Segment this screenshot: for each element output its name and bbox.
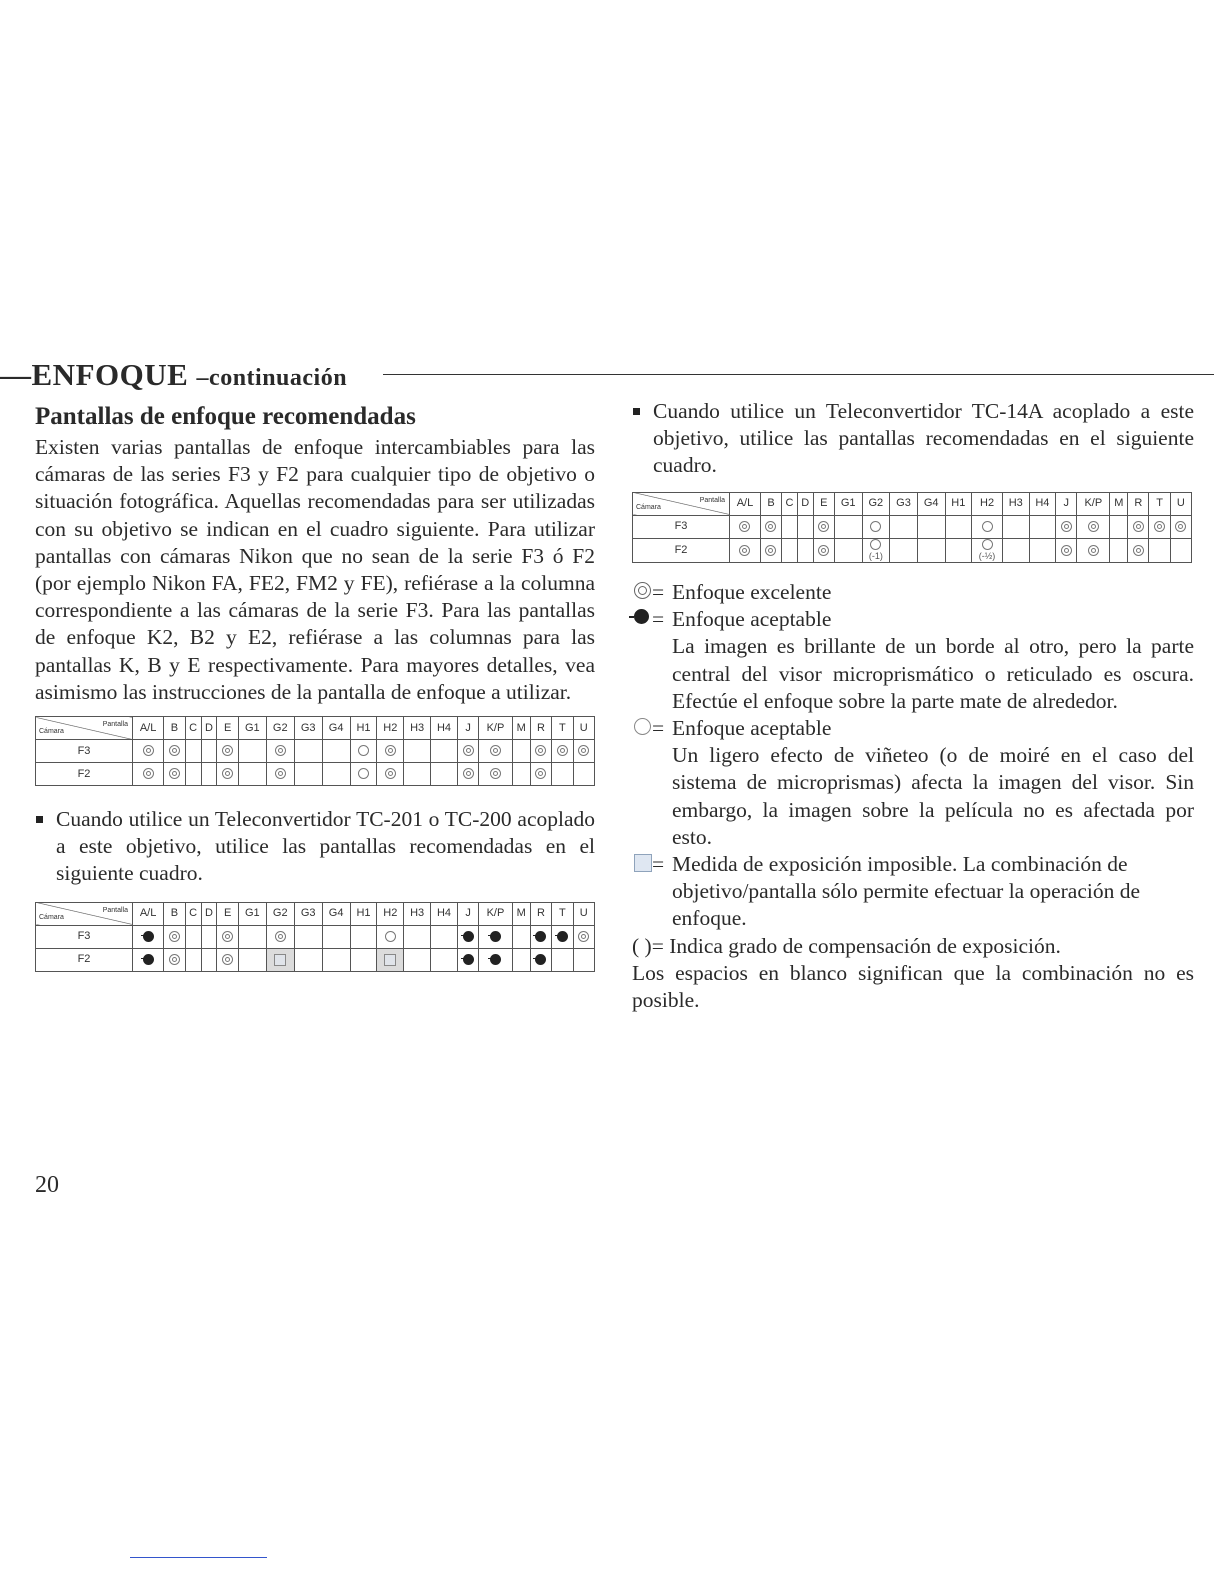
table-cell (512, 948, 530, 971)
column-header: E (217, 717, 238, 740)
table-cell (512, 763, 530, 786)
row-label: F2 (633, 538, 730, 562)
table-cell (1128, 515, 1149, 538)
table-cell (972, 538, 1003, 562)
column-header: G1 (238, 902, 266, 925)
table-cell (573, 948, 595, 971)
double-circle-icon (222, 954, 233, 965)
table-cell (164, 740, 185, 763)
section-header (0, 357, 1224, 397)
table-cell (322, 740, 350, 763)
table-cell (730, 538, 761, 562)
table-cell (217, 763, 238, 786)
table-cell (431, 740, 458, 763)
column-header: D (201, 717, 217, 740)
table-cell (404, 925, 431, 948)
table-cell (201, 925, 217, 948)
table-cell (1170, 515, 1191, 538)
table-cell (1056, 538, 1077, 562)
table-cell (457, 740, 478, 763)
table-cell (431, 763, 458, 786)
filled-circle-icon (535, 931, 546, 942)
table-cell (185, 740, 201, 763)
table-cell (573, 763, 595, 786)
table-cell (573, 740, 595, 763)
double-circle-icon (222, 745, 233, 756)
double-circle-icon (765, 545, 776, 556)
legend-paren: ( )= Indica grado de compensación de exposición. (632, 933, 1061, 958)
column-header: E (813, 492, 834, 515)
table-cell (238, 925, 266, 948)
table-header-row (36, 902, 595, 925)
double-circle-icon (275, 768, 286, 779)
table-cell (1029, 538, 1056, 562)
table-cell (1149, 515, 1170, 538)
column-header: B (164, 902, 185, 925)
double-circle-icon (222, 768, 233, 779)
table-cell (377, 925, 404, 948)
table-cell (185, 948, 201, 971)
open-circle-icon (358, 745, 369, 756)
column-header: H4 (1029, 492, 1056, 515)
table-cell (512, 925, 530, 948)
table-cell (404, 740, 431, 763)
table-cell (322, 925, 350, 948)
table-cell (530, 925, 551, 948)
double-circle-icon (169, 768, 180, 779)
table-cell (1170, 538, 1191, 562)
left-column (35, 402, 595, 972)
column-header: J (457, 717, 478, 740)
open-circle-icon (634, 718, 651, 735)
table-cell (782, 515, 798, 538)
table-cell (350, 763, 377, 786)
table-cell (217, 948, 238, 971)
double-circle-icon (1061, 545, 1072, 556)
table-cell (322, 948, 350, 971)
double-circle-icon (535, 745, 546, 756)
table-cell (917, 538, 945, 562)
table-cell (201, 763, 217, 786)
table-corner (633, 492, 730, 515)
column-header: J (457, 902, 478, 925)
column-header: E (217, 902, 238, 925)
column-header: U (573, 717, 595, 740)
open-circle-icon (870, 521, 881, 532)
table-cell (294, 763, 322, 786)
column-header: G2 (266, 902, 294, 925)
double-circle-icon (490, 745, 501, 756)
double-circle-icon (1088, 521, 1099, 532)
double-circle-icon (578, 745, 589, 756)
column-header: A/L (133, 902, 164, 925)
table-cell (404, 948, 431, 971)
table-cell (457, 763, 478, 786)
table-cell (782, 538, 798, 562)
table-cell (133, 925, 164, 948)
table-cell (972, 515, 1003, 538)
table-cell (890, 538, 918, 562)
column-header: K/P (479, 717, 512, 740)
legend-excelente: = Enfoque excelente (632, 579, 1194, 606)
table-cell (238, 763, 266, 786)
double-circle-icon (634, 582, 651, 599)
legend-aceptable-dot: = Enfoque aceptable (632, 606, 1194, 633)
table-cell (890, 515, 918, 538)
filled-circle-icon (143, 954, 154, 965)
corner-camera-label: Cámara (39, 913, 64, 921)
table-cell (377, 948, 404, 971)
table-cell (133, 740, 164, 763)
table-cell (1056, 515, 1077, 538)
table-cell (760, 515, 781, 538)
column-header: M (1110, 492, 1128, 515)
column-header: H2 (377, 717, 404, 740)
table-cell (862, 538, 890, 562)
table-cell (350, 948, 377, 971)
double-circle-icon (385, 768, 396, 779)
table-cell (294, 740, 322, 763)
table-cell (760, 538, 781, 562)
table-cell (730, 515, 761, 538)
tc14a-screens-table (632, 492, 1192, 563)
column-header: H1 (350, 902, 377, 925)
double-circle-icon (463, 768, 474, 779)
table-cell (1002, 515, 1029, 538)
compensation-label: (-½) (978, 551, 996, 562)
open-circle-icon (358, 768, 369, 779)
corner-screen-label: Pantalla (102, 721, 128, 729)
table-cell (266, 740, 294, 763)
table-cell (431, 925, 458, 948)
double-circle-icon (169, 931, 180, 942)
table-header-row (36, 717, 595, 740)
table-cell (1149, 538, 1170, 562)
column-header: J (1056, 492, 1077, 515)
column-header: D (797, 492, 813, 515)
shaded-square-icon (634, 854, 652, 872)
column-header: H4 (431, 902, 458, 925)
column-header: R (530, 717, 551, 740)
table-cell (457, 925, 478, 948)
table-cell (217, 740, 238, 763)
table-cell (133, 948, 164, 971)
double-circle-icon (818, 545, 829, 556)
double-circle-icon (1133, 545, 1144, 556)
table-cell (164, 763, 185, 786)
table-cell (573, 925, 595, 948)
legend-aceptable-open-desc: Un ligero efecto de viñeteo (o de moiré en el caso del sistema de microprismas) afecta la imagen del visor. Sin embargo, la imagen sobre la película no es afectada por esto. (672, 743, 1194, 849)
table-cell (431, 948, 458, 971)
table-cell (552, 948, 573, 971)
column-header: G3 (294, 902, 322, 925)
table-cell (797, 515, 813, 538)
column-header: R (1128, 492, 1149, 515)
double-circle-icon (1088, 545, 1099, 556)
table-cell (322, 763, 350, 786)
corner-screen-label: Pantalla (699, 496, 725, 504)
double-circle-icon (578, 931, 589, 942)
column-header: A/L (133, 717, 164, 740)
filled-circle-icon (557, 931, 568, 942)
open-circle-icon (870, 539, 881, 550)
double-circle-icon (557, 745, 568, 756)
page-title: —ENFOQUE –continuación (0, 357, 348, 392)
table-cell (479, 925, 512, 948)
footer-rule (130, 1557, 267, 1558)
column-header: A/L (730, 492, 761, 515)
bullet-icon (633, 408, 640, 415)
column-header: B (760, 492, 781, 515)
column-header: G4 (917, 492, 945, 515)
table-cell (185, 763, 201, 786)
table-cell (945, 538, 972, 562)
table-cell (201, 740, 217, 763)
table-header-row (633, 492, 1192, 515)
column-header: G3 (294, 717, 322, 740)
table-cell (1110, 538, 1128, 562)
shaded-square-icon (274, 954, 286, 966)
table-corner (36, 717, 133, 740)
open-circle-icon (982, 539, 993, 550)
table-cell (479, 740, 512, 763)
column-header: G4 (322, 717, 350, 740)
row-label: F2 (36, 948, 133, 971)
table-cell (1128, 538, 1149, 562)
column-header: G1 (238, 717, 266, 740)
double-circle-icon (765, 521, 776, 532)
column-header: H4 (431, 717, 458, 740)
double-circle-icon (143, 768, 154, 779)
table-cell (552, 763, 573, 786)
table-cell (266, 948, 294, 971)
column-header: G1 (834, 492, 862, 515)
double-circle-icon (1061, 521, 1072, 532)
bullet-icon (36, 816, 43, 823)
intro-paragraph: Existen varias pantallas de enfoque intercambiables para las cámaras de las series F3 y F2 para cualquier tipo de objetivo o situación fotográfica. Aquellas recomendadas para ser utilizadas con su objetivo se indican en el cuadro siguiente. Para utilizar pantallas con cámaras Nikon que no sean de la serie F3 ó F2 (por ejemplo Nikon FA, FE2, FM2 y FE), refiérase a la columna correspondiente a las cámaras de la serie F3. Para las pantallas de enfoque K2, B2 y E2, refiérase a las columnas para las pantallas K, B y E respectivamente. Para mayores detalles, vea asimismo las instrucciones de la pantalla de enfoque a utilizar. (35, 435, 595, 704)
table-cell (201, 948, 217, 971)
double-circle-icon (143, 745, 154, 756)
legend-blank: Los espacios en blanco significan que la combinación no es posible. (632, 960, 1194, 1013)
column-header: T (552, 902, 573, 925)
table-cell (1029, 515, 1056, 538)
column-header: T (1149, 492, 1170, 515)
tc14a-text: Cuando utilice un Teleconvertidor TC-14A acoplado a este objetivo, utilice las pantallas recomendadas en el siguiente cuadro. (653, 399, 1194, 478)
column-header: C (782, 492, 798, 515)
corner-camera-label: Cámara (636, 503, 661, 511)
compensation-label: (-1) (868, 551, 883, 562)
legend-sq: = Medida de exposición imposible. La combinación de objetivo/pantalla sólo permite efectuar la operación de enfoque. (632, 851, 1194, 933)
column-header: R (530, 902, 551, 925)
column-header: G2 (862, 492, 890, 515)
table-cell (457, 948, 478, 971)
table-cell (266, 763, 294, 786)
table-cell (350, 740, 377, 763)
table-cell (512, 740, 530, 763)
column-header: C (185, 902, 201, 925)
tc201-text: Cuando utilice un Teleconvertidor TC-201 o TC-200 acoplado a este objetivo, utilice las pantallas recomendadas en el siguiente cuadro. (56, 807, 595, 886)
open-circle-icon (982, 521, 993, 532)
corner-screen-label: Pantalla (102, 906, 128, 914)
table-cell (377, 740, 404, 763)
double-circle-icon (818, 521, 829, 532)
table-cell (1077, 538, 1110, 562)
header-rule (383, 374, 1214, 375)
recommended-screens-table (35, 716, 595, 786)
table-cell (266, 925, 294, 948)
page-subtitle: –continuación (196, 365, 348, 391)
table-cell (834, 515, 862, 538)
row-label: F2 (36, 763, 133, 786)
column-header: G2 (266, 717, 294, 740)
filled-circle-icon (143, 931, 154, 942)
double-circle-icon (385, 745, 396, 756)
tc14a-paragraph (632, 398, 1194, 480)
tc201-screens-table (35, 902, 595, 972)
table-cell (813, 515, 834, 538)
tc201-paragraph (35, 806, 595, 888)
column-header: H3 (404, 717, 431, 740)
column-header: H1 (350, 717, 377, 740)
table-cell (834, 538, 862, 562)
table-cell (238, 740, 266, 763)
column-header: K/P (1077, 492, 1110, 515)
double-circle-icon (169, 745, 180, 756)
column-header: H2 (972, 492, 1003, 515)
table-cell (479, 763, 512, 786)
corner-camera-label: Cámara (39, 728, 64, 736)
table-row (633, 538, 1192, 562)
table-cell (552, 740, 573, 763)
double-circle-icon (490, 768, 501, 779)
table-row (36, 925, 595, 948)
double-circle-icon (463, 745, 474, 756)
filled-circle-icon (490, 931, 501, 942)
double-circle-icon (222, 931, 233, 942)
double-circle-icon (1154, 521, 1165, 532)
double-circle-icon (1175, 521, 1186, 532)
table-cell (479, 948, 512, 971)
column-header: B (164, 717, 185, 740)
filled-circle-icon (463, 954, 474, 965)
filled-circle-icon (634, 609, 649, 624)
legend-aceptable-dot-desc: La imagen es brillante de un borde al otro, pero la parte central del visor microprismático o reticulado es oscura. Efectúe el enfoque sobre la parte mate de alrededor. (672, 634, 1194, 713)
table-cell (530, 740, 551, 763)
table-row (633, 515, 1192, 538)
table-cell (350, 925, 377, 948)
table-cell (294, 948, 322, 971)
table-row (36, 740, 595, 763)
column-header: T (552, 717, 573, 740)
table-cell (164, 948, 185, 971)
row-label: F3 (633, 515, 730, 538)
table-cell (862, 515, 890, 538)
table-cell (133, 763, 164, 786)
table-corner (36, 902, 133, 925)
column-header: H1 (945, 492, 972, 515)
filled-circle-icon (535, 954, 546, 965)
filled-circle-icon (490, 954, 501, 965)
column-header: G3 (890, 492, 918, 515)
table-cell (917, 515, 945, 538)
table-cell (238, 948, 266, 971)
column-header: M (512, 717, 530, 740)
double-circle-icon (275, 745, 286, 756)
double-circle-icon (169, 954, 180, 965)
table-cell (945, 515, 972, 538)
column-header: U (1170, 492, 1191, 515)
table-cell (530, 763, 551, 786)
column-header: K/P (479, 902, 512, 925)
legend (632, 579, 1194, 1014)
section-title: Pantallas de enfoque recomendadas (35, 403, 416, 430)
double-circle-icon (739, 545, 750, 556)
column-header: U (573, 902, 595, 925)
column-header: H3 (404, 902, 431, 925)
right-column (632, 398, 1194, 1014)
double-circle-icon (275, 931, 286, 942)
column-header: D (201, 902, 217, 925)
table-cell (404, 763, 431, 786)
table-row (36, 948, 595, 971)
column-header: G4 (322, 902, 350, 925)
table-cell (1077, 515, 1110, 538)
double-circle-icon (739, 521, 750, 532)
table-cell (530, 948, 551, 971)
page-number: 20 (35, 1172, 59, 1198)
table-cell (1110, 515, 1128, 538)
table-cell (797, 538, 813, 562)
row-label: F3 (36, 740, 133, 763)
table-cell (1002, 538, 1029, 562)
double-circle-icon (535, 768, 546, 779)
column-header: M (512, 902, 530, 925)
table-row (36, 763, 595, 786)
double-circle-icon (1133, 521, 1144, 532)
open-circle-icon (385, 931, 396, 942)
legend-aceptable-open: = Enfoque aceptable (632, 715, 1194, 742)
column-header: H2 (377, 902, 404, 925)
table-cell (185, 925, 201, 948)
table-cell (552, 925, 573, 948)
table-cell (217, 925, 238, 948)
table-cell (813, 538, 834, 562)
table-cell (164, 925, 185, 948)
column-header: H3 (1002, 492, 1029, 515)
shaded-square-icon (384, 954, 396, 966)
row-label: F3 (36, 925, 133, 948)
filled-circle-icon (463, 931, 474, 942)
column-header: C (185, 717, 201, 740)
table-cell (377, 763, 404, 786)
table-cell (294, 925, 322, 948)
